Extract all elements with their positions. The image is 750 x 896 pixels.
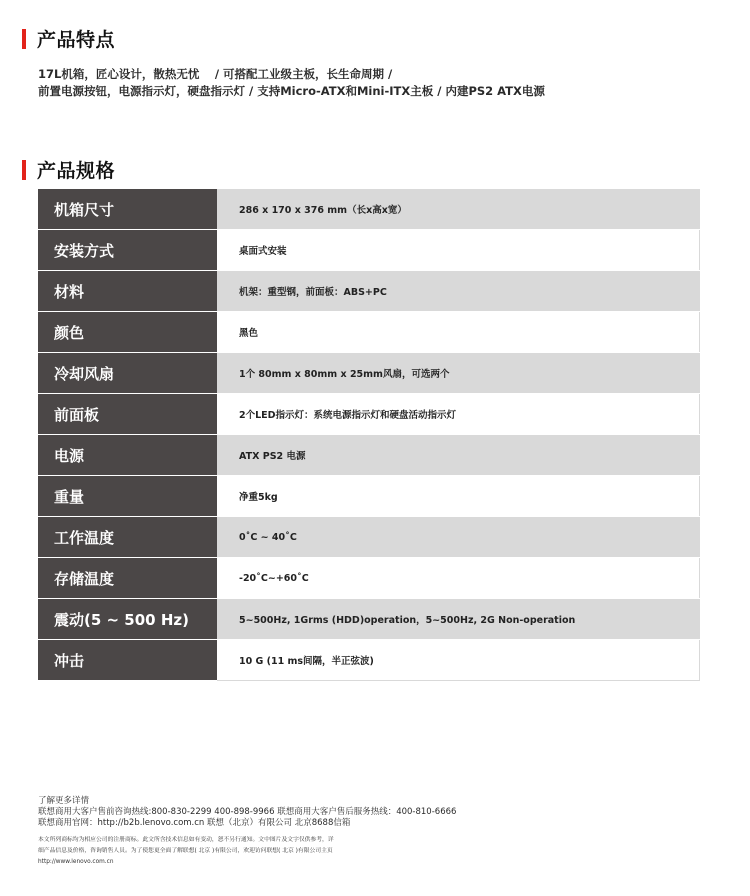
table-row xyxy=(38,640,700,681)
spec-value: 黑色 xyxy=(217,312,700,353)
spec-label: 存储温度 xyxy=(38,558,217,599)
spec-label: 电源 xyxy=(38,435,217,476)
footer-line: 了解更多详情 xyxy=(38,796,90,806)
spec-label: 材料 xyxy=(38,271,217,312)
table-row xyxy=(38,271,700,312)
spec-label: 颜色 xyxy=(38,312,217,353)
spec-value: 1个 80mm x 80mm x 25mm风扇，可选两个 xyxy=(217,353,700,394)
spec-value: 0˚C ~ 40˚C xyxy=(217,517,700,558)
spec-label: 重量 xyxy=(38,476,217,517)
disclaimer-line: 本文所列商标均为相应公司的注册商标。此文所含技术信息如有变动，恕不另行通知。文中图片及文字仅供参考，详 xyxy=(38,837,334,843)
disclaimer-line: 细产品信息及价格，咨询销售人员。为了使您更全面了解联想( 北京 )有限公司，欢迎访问联想( 北京 )有限公司主页 xyxy=(38,848,333,854)
spec-value: 5~500Hz, 1Grms (HDD)operation，5~500Hz, 2G Non-operation xyxy=(217,599,700,640)
heading-accent-bar xyxy=(22,160,26,180)
heading-accent-bar xyxy=(22,29,26,49)
spec-table xyxy=(38,189,700,681)
spec-value: ATX PS2 电源 xyxy=(217,435,700,476)
spec-value: 10 G (11 ms间隔，半正弦波) xyxy=(217,640,700,681)
spec-value: 286 x 170 x 376 mm（长x高x宽） xyxy=(217,189,700,230)
spec-value: 2个LED指示灯：系统电源指示灯和硬盘活动指示灯 xyxy=(217,394,700,435)
spec-label: 冲击 xyxy=(38,640,217,681)
table-row xyxy=(38,517,700,558)
table-row xyxy=(38,230,700,271)
website-link[interactable]: http://www.lenovo.com.cn xyxy=(38,859,114,865)
table-row xyxy=(38,476,700,517)
table-row xyxy=(38,558,700,599)
spec-label: 安装方式 xyxy=(38,230,217,271)
footer xyxy=(38,796,728,868)
spec-label: 机箱尺寸 xyxy=(38,189,217,230)
features-heading xyxy=(22,25,115,52)
footer-disclaimer xyxy=(38,835,728,868)
table-row xyxy=(38,394,700,435)
features-text xyxy=(38,66,738,100)
features-line: 前置电源按钮，电源指示灯，硬盘指示灯 / 支持Micro-ATX和Mini-ITX主板 / 内建PS2 ATX电源 xyxy=(38,84,545,98)
spec-label: 震动(5 ~ 500 Hz) xyxy=(38,599,217,640)
spec-value: 机架：重型钢，前面板：ABS+PC xyxy=(217,271,700,312)
table-row xyxy=(38,353,700,394)
spec-value: -20˚C~+60˚C xyxy=(217,558,700,599)
features-line: 17L机箱，匠心设计，散热无忧 / 可搭配工业级主板，长生命周期 / xyxy=(38,67,393,81)
spec-label: 工作温度 xyxy=(38,517,217,558)
table-row xyxy=(38,189,700,230)
spec-label: 冷却风扇 xyxy=(38,353,217,394)
specs-title: 产品规格 xyxy=(37,160,116,182)
spec-label: 前面板 xyxy=(38,394,217,435)
spec-value: 净重5kg xyxy=(217,476,700,517)
table-row xyxy=(38,599,700,640)
footer-line: 联想商用官网：http://b2b.lenovo.com.cn 联想（北京）有限公司 北京8688信箱 xyxy=(38,818,351,828)
specs-heading xyxy=(22,156,115,183)
footer-line: 联想商用大客户售前咨询热线:800-830-2299 400-898-9966 联想商用大客户售后服务热线：400-810-6666 xyxy=(38,807,457,817)
spec-value: 桌面式安装 xyxy=(217,230,700,271)
table-row xyxy=(38,435,700,476)
features-title: 产品特点 xyxy=(37,29,116,51)
table-row xyxy=(38,312,700,353)
